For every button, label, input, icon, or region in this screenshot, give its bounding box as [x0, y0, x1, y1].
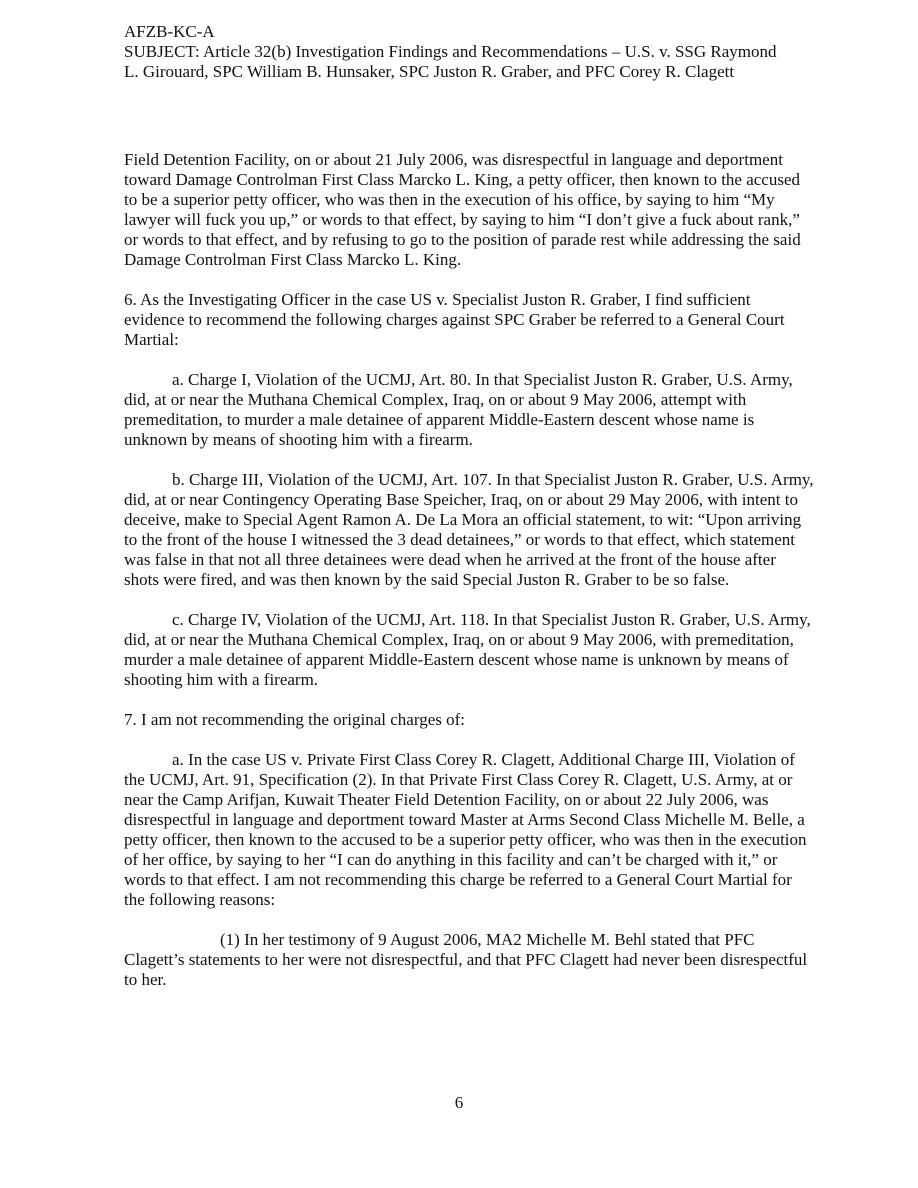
paragraph-6b: b. Charge III, Violation of the UCMJ, Art. 107. In that Specialist Juston R. Graber, U.S. Army, did, at or near Contingency Operating Base Speicher, Iraq, on or about 29 May 2006, with intent to deceive, make to Special Agent Ramon A. De La Mora an official statement, to wit: “Upon arriving to the front of the house I witnessed the 3 dead detainees,” or words to that effect, which statement was false in that not all three detainees were dead when he arrived at the front of the house after shots were fired, and was then known by the said Special Juston R. Graber to be so false. — [124, 470, 814, 589]
memo-header — [124, 22, 824, 82]
paragraph-6c: c. Charge IV, Violation of the UCMJ, Art. 118. In that Specialist Juston R. Graber, U.S. Army, did, at or near the Muthana Chemical Complex, Iraq, on or about 9 May 2006, with premeditation, murder a male detainee of apparent Middle-Eastern descent whose name is unknown by means of shooting him with a firearm. — [124, 610, 811, 689]
paragraph-6: 6. As the Investigating Officer in the case US v. Specialist Juston R. Graber, I find sufficient evidence to recommend the following charges against SPC Graber be referred to a General Court Martial: — [124, 290, 785, 349]
subject-line-2: L. Girouard, SPC William B. Hunsaker, SPC Juston R. Graber, and PFC Corey R. Clagett — [124, 62, 735, 81]
paragraph-7a-1: (1) In her testimony of 9 August 2006, MA2 Michelle M. Behl stated that PFC Clagett’s statements to her were not disrespectful, and that PFC Clagett had never been disrespectful to her. — [124, 930, 808, 989]
page-number: 6 — [454, 1093, 464, 1112]
paragraph-7: 7. I am not recommending the original charges of: — [124, 710, 466, 729]
paragraph-7a: a. In the case US v. Private First Class Corey R. Clagett, Additional Charge III, Violation of the UCMJ, Art. 91, Specification (2). In that Private First Class Corey R. Clagett, U.S. Army, at or near the Camp Arifjan, Kuwait Theater Field Detention Facility, on or about 22 July 2006, was disrespectful in language and deportment toward Master at Arms Second Class Michelle M. Belle, a petty officer, then known to the accused to be a superior petty officer, who was then in the execution of her office, by saying to her “I can do anything in this facility and can’t be charged with it,” or words to that effect. I am not recommending this charge be referred to a General Court Martial for the following reasons: — [124, 750, 807, 909]
subject-line-1: SUBJECT: Article 32(b) Investigation Findings and Recommendations – U.S. v. SSG Raymond — [124, 42, 777, 61]
continuation-paragraph: Field Detention Facility, on or about 21 July 2006, was disrespectful in language and deportment toward Damage Controlman First Class Marcko L. King, a petty officer, then known to the accused to be a superior petty officer, who was then in the execution of his office, by saying to him “My lawyer will fuck you up,” or words to that effect, by saying to him “I don’t give a fuck about rank,” or words to that effect, and by refusing to go to the position of parade rest while addressing the said Damage Controlman First Class Marcko L. King. — [124, 150, 801, 269]
office-symbol: AFZB-KC-A — [124, 22, 215, 41]
paragraph-6a: a. Charge I, Violation of the UCMJ, Art. 80. In that Specialist Juston R. Graber, U.S. Army, did, at or near the Muthana Chemical Complex, Iraq, on or about 9 May 2006, attempt with premeditation, to murder a male detainee of apparent Middle-Eastern descent whose name is unknown by means of shooting him with a firearm. — [124, 370, 793, 449]
memo-body — [124, 150, 814, 990]
